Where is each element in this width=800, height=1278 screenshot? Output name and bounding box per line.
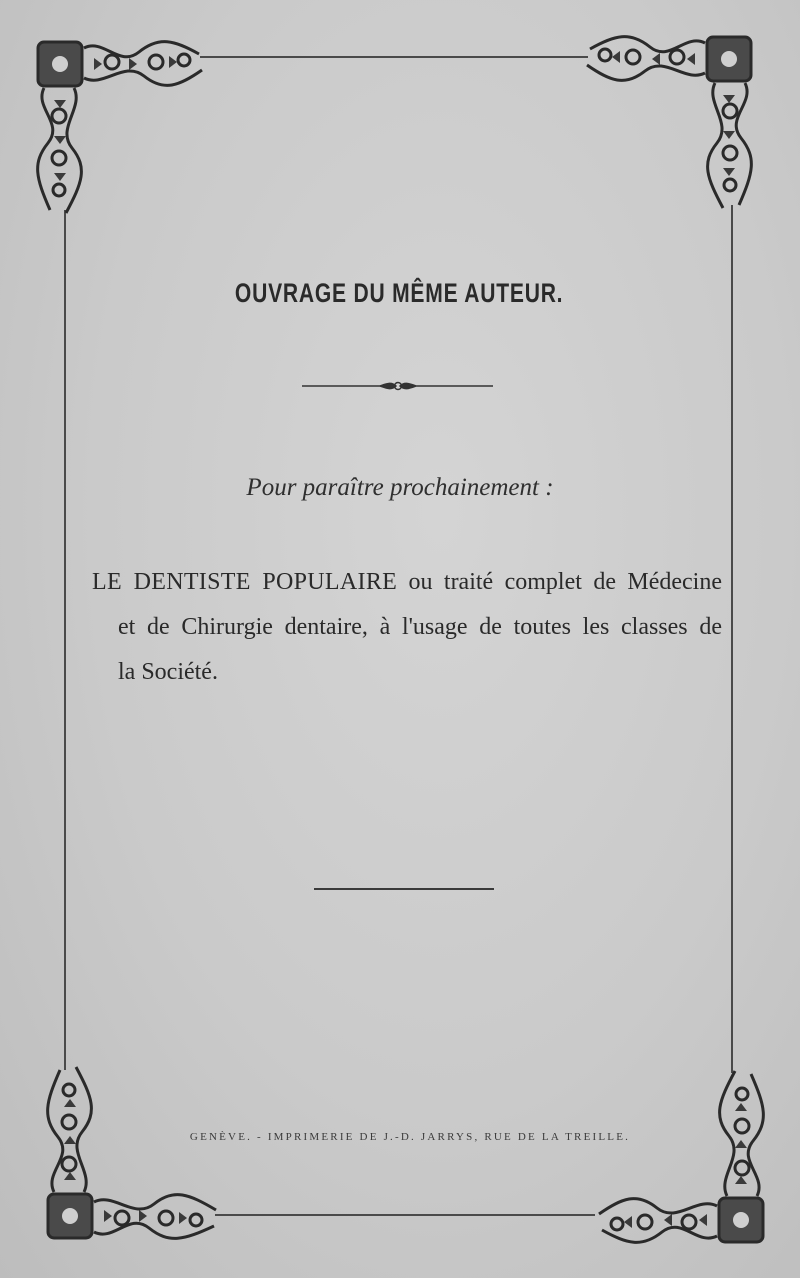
corner-ornament-top-right-icon [580,33,755,213]
corner-ornament-bottom-left-icon [44,1062,222,1242]
book-title: LE DENTISTE POPULAIRE [92,569,398,595]
leaf-scroll-divider-icon [300,378,495,394]
border-right-rule [731,205,733,1073]
corner-ornament-bottom-right-icon [592,1068,767,1246]
announcement-text: Pour paraître prochainement : [246,474,554,501]
book-entry-line-1 [92,560,722,605]
book-entry-line-2: et de Chirurgie dentaire, à l'usage de toutes les classes de [118,614,722,640]
book-entry-line-3: la Société. [118,659,218,685]
printer-imprint: GENÈVE. - IMPRIMERIE DE J.-D. JARRYS, RUE DE LA TREILLE. [189,1131,631,1143]
book-description: ou traité complet de Médecine [397,569,722,595]
book-entry [92,560,722,695]
page-title: OUVRAGE DU MÊME AUTEUR. [234,278,564,308]
corner-ornament-top-left-icon [34,38,209,218]
plain-divider-rule [314,888,494,890]
border-top-rule [200,56,588,58]
border-bottom-rule [215,1214,595,1216]
border-left-rule [64,210,66,1070]
